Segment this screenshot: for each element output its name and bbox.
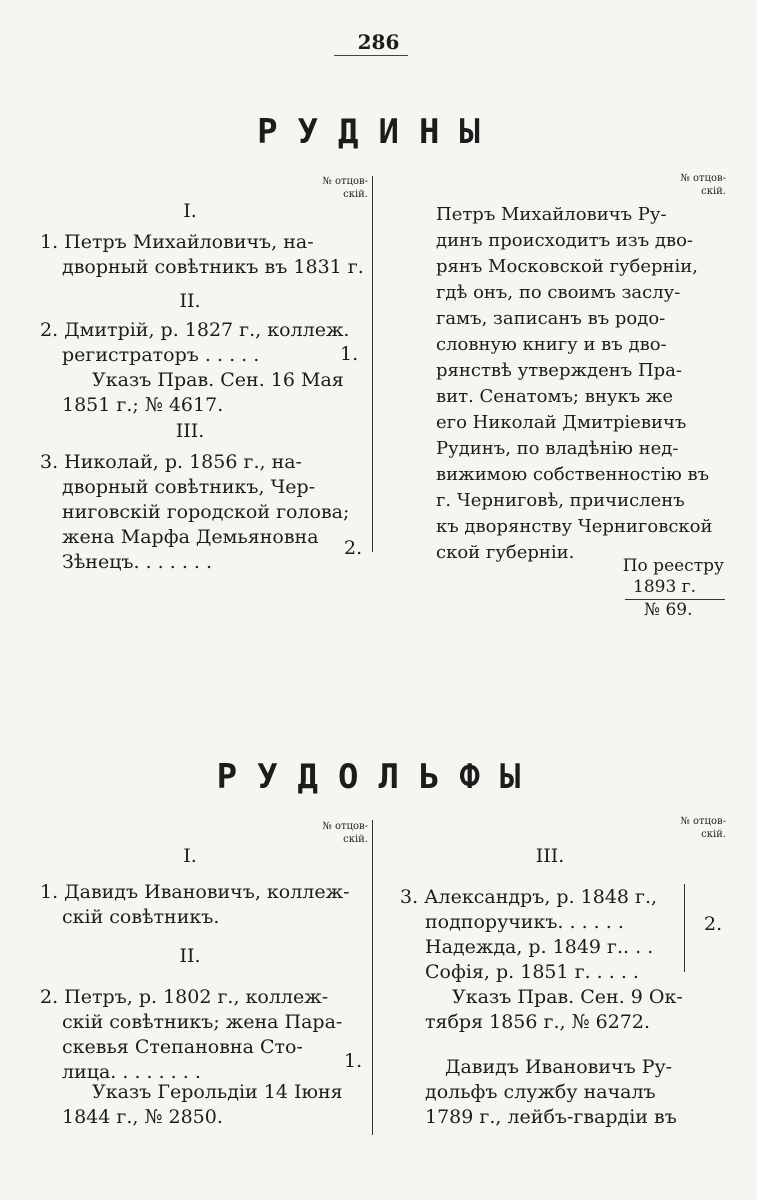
entry-line: лица. . . . . . . . [62,1061,201,1083]
registry-reference [590,556,724,598]
generation-heading-1: I. [183,845,197,867]
generation-heading-3: III. [535,845,565,867]
history-line: ской губерніи. [436,542,575,563]
history-line: Петръ Михайловичъ Ру- [436,204,667,225]
col-header-line: скій. [701,186,726,197]
family-title-rudolfy: РУДОЛЬФЫ [216,757,541,797]
family-title-rudiny: РУДИНЫ [257,112,500,152]
col-header-left [298,175,368,201]
page-number: 286 [357,30,400,54]
entry-line: жена Марфа Демьяновна [62,526,319,548]
history-line: гамъ, записанъ въ родо- [436,308,666,329]
registry-number: № 69. [644,600,693,620]
col-header-line: № отцов- [322,821,368,832]
registry-line: По реестру [622,556,724,576]
col-header-line: скій. [701,829,726,840]
col-header-line: скій. [343,834,368,845]
history-line: къ дворянству Черниговской [436,516,713,537]
col-header-line: № отцов- [322,176,368,187]
history-line: его Николай Дмитріевичъ [436,412,687,433]
entry-1 [40,880,350,930]
history-line: Давидъ Ивановичъ Ру- [445,1056,673,1078]
children-brace [684,884,685,972]
col-header-left [298,820,368,846]
entry-line: 1. Давидъ Ивановичъ, коллеж- [40,881,350,903]
column-divider [372,176,373,552]
col-header-right [656,172,726,198]
entry-line: ниговскій городской голова; [62,501,350,523]
column-divider [372,820,373,1135]
page-number-rule [334,55,408,56]
entry-2 [40,985,342,1085]
entry-line: Софія, р. 1851 г. . . . . [425,961,639,983]
entry-line: 3. Александръ, р. 1848 г., [400,886,658,908]
history-line: словную книгу и въ дво- [436,334,667,355]
entry-line: Зѣнецъ. . . . . . . [62,551,213,573]
history-line: рянъ Московской губерніи, [436,256,699,277]
col-header-right [656,815,726,841]
history-line: вижимою собственностію въ [436,464,710,485]
entry-3 [400,885,657,985]
decree-reference [40,1080,343,1130]
family-history-rudolfy [400,1055,677,1130]
entry-line: скевья Степановна Сто- [62,1036,303,1058]
entry-2-parent-number: 1. [344,1050,363,1072]
generation-heading-3: III. [175,420,205,442]
entry-line: 1. Петръ Михайловичъ, на- [40,231,314,253]
entry-line: Надежда, р. 1849 г.. . . [425,936,654,958]
history-line: Рудинъ, по владѣнію нед- [436,438,679,459]
decree-line: Указъ Прав. Сен. 9 Ок- [452,986,683,1008]
entry-line: подпоручикъ. . . . . . [425,911,624,933]
entry-3-parent-number: 2. [704,913,723,935]
entry-line: скій совѣтникъ. [62,906,220,928]
generation-heading-2: II. [179,945,201,967]
entry-line: 1851 г.; № 4617. [62,394,224,416]
entry-line: дворный совѣтникъ, Чер- [62,476,316,498]
history-line: вит. Сенатомъ; внукъ же [436,386,674,407]
generation-heading-2: II. [179,290,201,312]
entry-line: дворный совѣтникъ въ 1831 г. [62,256,364,278]
history-line: дольфъ службу началъ [425,1081,656,1103]
history-line: 1789 г., лейбъ-гвардіи въ [425,1106,677,1128]
entry-line: 2. Петръ, р. 1802 г., коллеж- [40,986,329,1008]
registry-line: 1893 г. [633,577,696,597]
entry-1 [40,230,364,280]
entry-3-parent-number: 2. [344,537,363,559]
entry-3 [40,450,349,575]
col-header-line: № отцов- [680,173,726,184]
family-history-rudiny [400,202,713,566]
entry-2 [40,318,349,418]
decree-line: 1844 г., № 2850. [62,1106,223,1128]
history-line: г. Черниговѣ, причисленъ [436,490,685,511]
history-line: гдѣ онъ, по своимъ заслу- [436,282,681,303]
decree-line: тября 1856 г., № 6272. [425,1011,651,1033]
entry-2-parent-number: 1. [340,343,359,365]
entry-line: регистраторъ . . . . . [62,344,260,366]
history-line: динъ происходитъ изъ дво- [436,230,694,251]
history-line: рянствѣ утвержденъ Пра- [436,360,682,381]
decree-line: Указъ Герольдіи 14 Іюня [92,1081,343,1103]
generation-heading-1: I. [183,200,197,222]
col-header-line: скій. [343,189,368,200]
entry-line: 3. Николай, р. 1856 г., на- [40,451,302,473]
decree-reference [400,985,683,1035]
entry-line: 2. Дмитрій, р. 1827 г., коллеж. [40,319,350,341]
entry-line: Указъ Прав. Сен. 16 Мая [92,369,344,391]
entry-line: скій совѣтникъ; жена Пара- [62,1011,343,1033]
col-header-line: № отцов- [680,816,726,827]
